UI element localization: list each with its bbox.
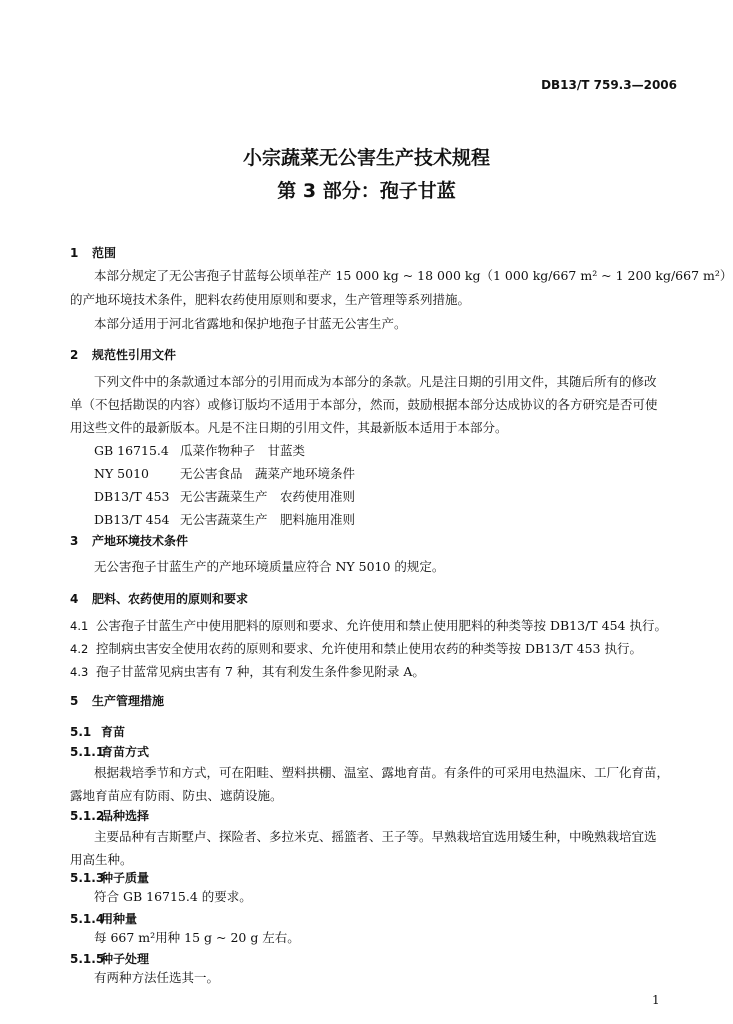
reference-title: 瓜菜作物种子 甘蓝类	[180, 443, 306, 458]
paragraph: 用这些文件的最新版本。凡是不注日期的引用文件，其最新版本适用于本部分。	[70, 420, 508, 435]
clause-item	[70, 637, 682, 661]
subsection-title: 种子质量	[101, 871, 150, 885]
reference-code: DB13/T 453	[94, 489, 170, 504]
paragraph: 无公害孢子甘蓝生产的产地环境质量应符合 NY 5010 的规定。	[94, 559, 445, 574]
reference-item	[94, 508, 706, 531]
clause-text: 公害孢子甘蓝生产中使用肥料的原则和要求、允许使用和禁止使用肥料的种类等按 DB13/T 454 执行。	[96, 618, 667, 633]
reference-code: DB13/T 454	[94, 512, 170, 527]
section-3-heading	[70, 532, 188, 549]
document-subtitle: 第 3 部分：孢子甘蓝	[277, 180, 456, 202]
paragraph: 每 667 m²用种 15 g ~ 20 g 左右。	[94, 930, 300, 945]
paragraph: 符合 GB 16715.4 的要求。	[94, 889, 252, 904]
section-number: 5	[70, 694, 79, 708]
subsection-heading	[70, 807, 149, 824]
section-number: 4	[70, 592, 79, 606]
clause-number: 4.3	[70, 665, 89, 679]
reference-title: 无公害蔬菜生产 肥料施用准则	[180, 512, 356, 527]
subsection-title: 育苗方式	[101, 745, 150, 759]
paragraph: 根据栽培季节和方式，可在阳畦、塑料拱棚、温室、露地育苗。有条件的可采用电热温床、工厂化育苗，	[94, 765, 670, 780]
clause-item	[70, 614, 682, 638]
subsection-title: 品种选择	[101, 809, 150, 823]
section-title: 产地环境技术条件	[92, 534, 189, 548]
paragraph: 露地育苗应有防雨、防虫、遮荫设施。	[70, 788, 283, 803]
subsection-heading	[70, 869, 149, 886]
section-title: 生产管理措施	[92, 694, 165, 708]
paragraph: 本部分规定了无公害孢子甘蓝每公顷单茬产 15 000 kg ~ 18 000 kg（1 000 kg/667 m² ~ 1 200 kg/667 m²）	[94, 268, 733, 283]
section-number: 1	[70, 246, 79, 260]
reference-title: 无公害食品 蔬菜产地环境条件	[180, 466, 356, 481]
subsection-title: 种子处理	[101, 952, 150, 966]
section-title: 规范性引用文件	[92, 348, 177, 362]
clause-item	[70, 660, 682, 684]
paragraph: 主要品种有吉斯墅卢、探险者、多拉米克、摇篮者、王子等。早熟栽培宜选用矮生种，中晚熟栽培宜选	[94, 829, 657, 844]
subsection-number: 5.1.2	[70, 809, 105, 823]
section-number: 3	[70, 534, 79, 548]
section-5-heading	[70, 692, 164, 709]
reference-item	[94, 462, 706, 485]
paragraph: 下列文件中的条款通过本部分的引用而成为本部分的条款。凡是注日期的引用文件，其随后所有的修改	[94, 374, 657, 389]
section-title: 肥料、农药使用的原则和要求	[92, 592, 249, 606]
subsection-number: 5.1.3	[70, 871, 105, 885]
subsection-heading	[70, 723, 125, 740]
subsection-number: 5.1.1	[70, 745, 105, 759]
page-number: 1	[652, 993, 660, 1007]
section-4-heading	[70, 590, 248, 607]
clause-text: 孢子甘蓝常见病虫害有 7 种，其有利发生条件参见附录 A。	[96, 664, 425, 679]
clause-number: 4.2	[70, 642, 89, 656]
reference-item	[94, 485, 706, 508]
subsection-title: 育苗	[101, 725, 126, 739]
subsection-title: 用种量	[101, 912, 138, 926]
subsection-number: 5.1.4	[70, 912, 105, 926]
subsection-heading	[70, 743, 149, 760]
paragraph: 本部分适用于河北省露地和保护地孢子甘蓝无公害生产。	[94, 316, 407, 331]
section-number: 2	[70, 348, 79, 362]
clause-number: 4.1	[70, 619, 89, 633]
reference-code: NY 5010	[94, 466, 149, 481]
paragraph: 单（不包括勘误的内容）或修订版均不适用于本部分，然而，鼓励根据本部分达成协议的各方研究是否可使	[70, 397, 658, 412]
standard-code: DB13/T 759.3—2006	[541, 78, 677, 92]
subsection-heading	[70, 910, 137, 927]
clause-text: 控制病虫害安全使用农药的原则和要求、允许使用和禁止使用农药的种类等按 DB13/T 453 执行。	[96, 641, 642, 656]
section-1-heading	[70, 244, 116, 261]
paragraph: 用高生种。	[70, 852, 133, 867]
section-2-heading	[70, 346, 176, 363]
paragraph: 的产地环境技术条件，肥料农药使用原则和要求，生产管理等系列措施。	[70, 292, 471, 307]
subsection-number: 5.1.5	[70, 952, 105, 966]
reference-item	[94, 439, 706, 462]
subsection-heading	[70, 950, 149, 967]
subsection-number: 5.1	[70, 725, 92, 739]
document-title: 小宗蔬菜无公害生产技术规程	[242, 147, 490, 169]
paragraph: 有两种方法任选其一。	[94, 970, 220, 985]
reference-code: GB 16715.4	[94, 443, 169, 458]
reference-title: 无公害蔬菜生产 农药使用准则	[180, 489, 356, 504]
section-title: 范围	[92, 246, 117, 260]
